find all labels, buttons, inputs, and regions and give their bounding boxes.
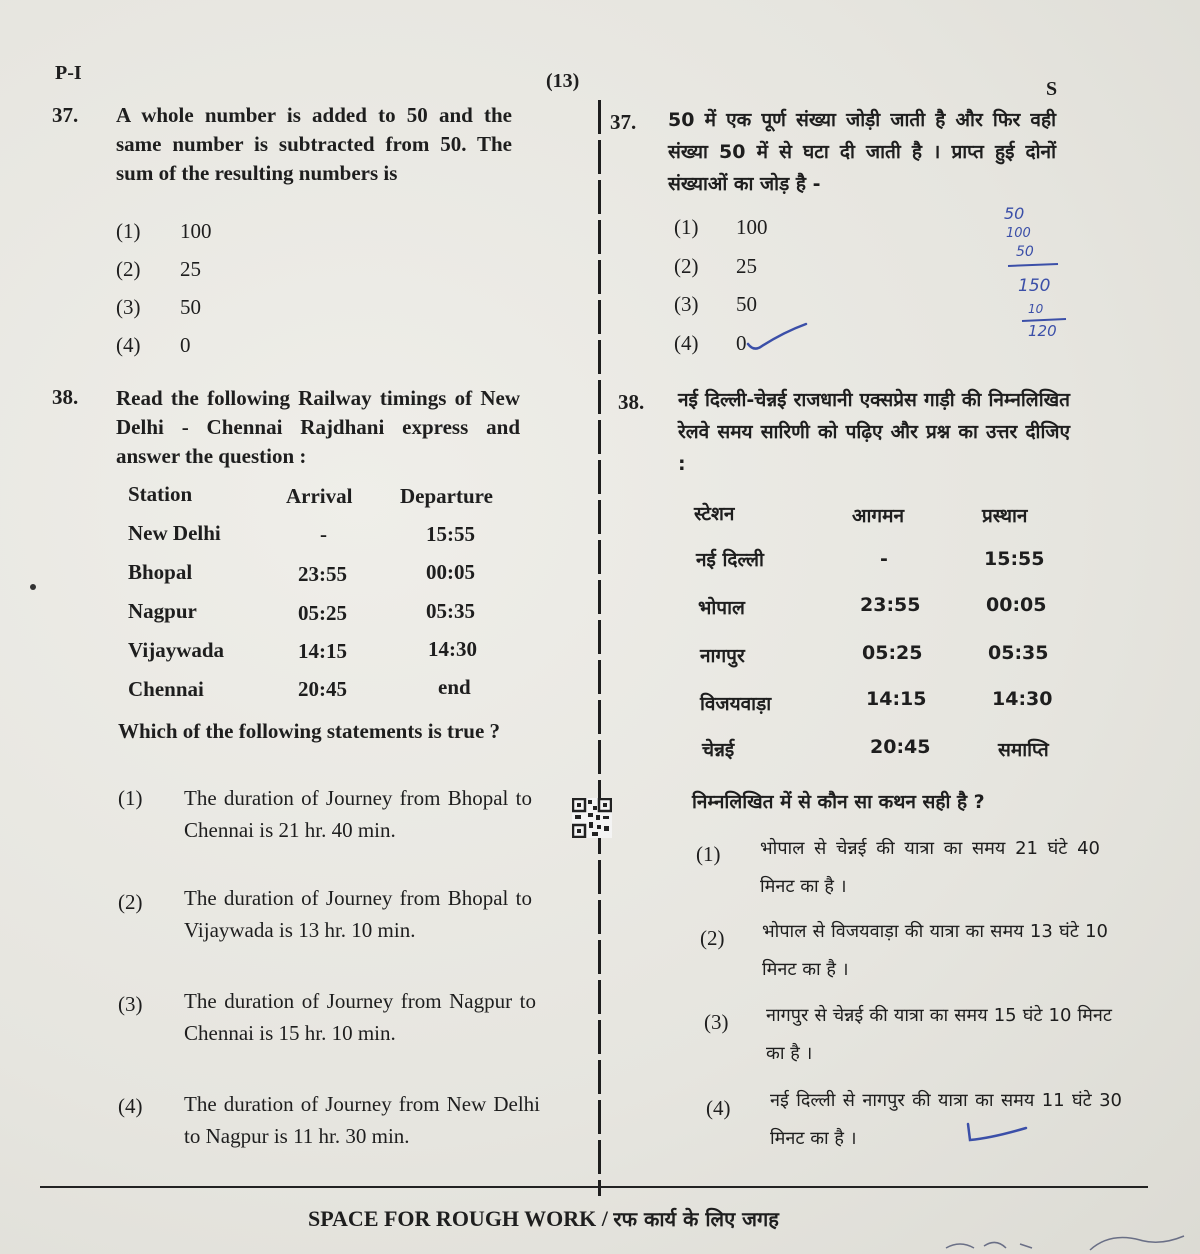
table-cell: 14:15 [298,639,347,663]
statement-text[interactable]: The duration of Journey from Nagpur to Chennai is 15 hr. 10 min. [184,989,536,1045]
qr-code-icon [572,798,612,838]
table-cell: Bhopal [128,560,193,584]
table-cell: नागपुर [700,645,745,667]
railway-timetable-hi [694,496,1094,776]
tick-mark-icon [962,1118,1032,1148]
table-cell: Chennai [128,677,204,701]
table-header: प्रस्थान [982,505,1028,527]
handwriting-number: 10 [1028,302,1044,316]
table-header: Departure [400,484,493,508]
statement-number: (1) [696,842,721,866]
option-text: 25 [180,257,201,281]
option-text: 50 [180,295,201,319]
table-cell: Vijaywada [128,638,225,662]
option-text: 0 [736,331,747,355]
table-cell: 23:55 [298,562,347,586]
table-cell: 14:15 [866,688,927,710]
table-header: स्टेशन [694,503,735,525]
statement-text[interactable]: भोपाल से विजयवाड़ा की यात्रा का समय 13 घंटे 10 मिनट का है । [762,921,1108,980]
statement-text[interactable]: भोपाल से चेन्नई की यात्रा का समय 21 घंटे 40 मिनट का है । [760,838,1100,897]
statement-text[interactable]: नागपुर से चेन्नई की यात्रा का समय 15 घंटे 10 मिनट का है । [766,1005,1112,1064]
table-cell: Nagpur [128,599,197,623]
table-cell: 00:05 [986,594,1047,616]
statement-text[interactable]: The duration of Journey from Bhopal to Chennai is 21 hr. 40 min. [184,786,532,842]
table-cell: 05:35 [988,642,1049,664]
option-number: (1) [116,219,141,243]
option-number: (4) [674,331,699,355]
q38-text-en: Read the following Railway timings of New Delhi - Chennai Rajdhani express and answer the question : [116,386,520,468]
table-cell: विजयवाड़ा [700,693,772,715]
column-divider [598,100,601,1196]
table-cell: चेन्नई [702,739,735,761]
table-cell: 20:45 [870,736,931,758]
statement-number: (4) [118,1094,143,1118]
option-number: (3) [674,292,699,316]
table-cell: 15:55 [426,522,475,546]
rough-work-label-hi: रफ कार्य के लिए जगह [613,1207,779,1231]
table-header: Arrival [286,484,353,508]
table-cell: end [438,675,471,699]
table-cell: - [320,522,327,546]
stray-dot [30,584,36,590]
statement-number: (2) [118,890,143,914]
table-cell: 14:30 [992,688,1053,710]
rough-work-label-en: SPACE FOR ROUGH WORK [308,1206,597,1231]
table-cell: 20:45 [298,677,347,701]
table-cell: भोपाल [698,597,745,619]
handwriting-number: 150 [1018,276,1051,296]
q38-question-hi: निम्नलिखित में से कौन सा कथन सही है ? [692,791,985,813]
statement-number: (3) [118,992,143,1016]
q37-number-en: 37. [52,103,79,127]
option-text: 0 [180,333,191,357]
table-cell: नई दिल्ली [696,549,764,571]
table-header: आगमन [852,505,905,527]
option-number: (3) [116,295,141,319]
table-cell: - [880,548,888,570]
table-cell: New Delhi [128,521,221,545]
footer-rule [40,1186,1148,1188]
booklet-series: S [1046,78,1058,100]
q37-text-hi: 50 में एक पूर्ण संख्या जोड़ी जाती है और फिर वही संख्या 50 में से घटा दी जाती है । प्राप्त हुई दोनों संख्याओं का जोड़ है - [668,109,1056,195]
table-cell: 05:25 [298,601,347,625]
handwriting-scribble-icon [940,1226,1190,1254]
q38-number-hi: 38. [618,390,645,414]
option-number: (4) [116,333,141,357]
q37-text-en: A whole number is added to 50 and the same number is subtracted from 50. The sum of the resulting numbers is [116,103,512,185]
table-cell: 15:55 [984,548,1045,570]
handwriting-rule [1006,262,1062,268]
statement-number: (1) [118,786,143,810]
q38-text-hi: नई दिल्ली-चेन्नई राजधानी एक्सप्रेस गाड़ी की निम्नलिखित रेलवे समय सारिणी को पढ़िए और प्रश्न का उत्तर दीजिए : [678,389,1070,475]
handwriting-number: 100 [1006,226,1031,241]
paper-code: P-I [55,62,82,84]
statement-number: (2) [700,926,725,950]
option-text: 100 [736,215,768,239]
statement-text[interactable]: नई दिल्ली से नागपुर की यात्रा का समय 11 घंटे 30 मिनट का है । [770,1090,1122,1149]
statement-text[interactable]: The duration of Journey from New Delhi to Nagpur is 11 hr. 30 min. [184,1092,540,1148]
option-number: (1) [674,215,699,239]
q37-number-hi: 37. [610,110,637,134]
handwriting-number: 50 [1016,244,1034,260]
handwritten-calculation [992,204,1082,354]
table-cell: समाप्ति [998,739,1049,761]
statement-number: (4) [706,1096,731,1120]
page-number: (13) [546,70,580,92]
option-text: 100 [180,219,212,243]
rough-work-label [308,1205,779,1232]
table-cell: 14:30 [428,637,477,661]
table-header: Station [128,482,193,506]
q38-number-en: 38. [52,385,79,409]
option-text: 25 [736,254,757,278]
handwriting-number: 120 [1028,322,1057,340]
statement-text[interactable]: The duration of Journey from Bhopal to Vijaywada is 13 hr. 10 min. [184,886,532,942]
handwriting-number: 50 [1004,204,1025,223]
table-cell: 05:25 [862,642,923,664]
option-number: (2) [116,257,141,281]
railway-timetable-en [128,482,528,712]
tick-mark-icon [744,318,810,358]
q38-question-en: Which of the following statements is true ? [118,719,501,743]
rough-work-separator: / [596,1206,614,1231]
table-cell: 00:05 [426,560,475,584]
option-text: 50 [736,292,757,316]
table-cell: 23:55 [860,594,921,616]
table-cell: 05:35 [426,599,475,623]
option-number: (2) [674,254,699,278]
statement-number: (3) [704,1010,729,1034]
